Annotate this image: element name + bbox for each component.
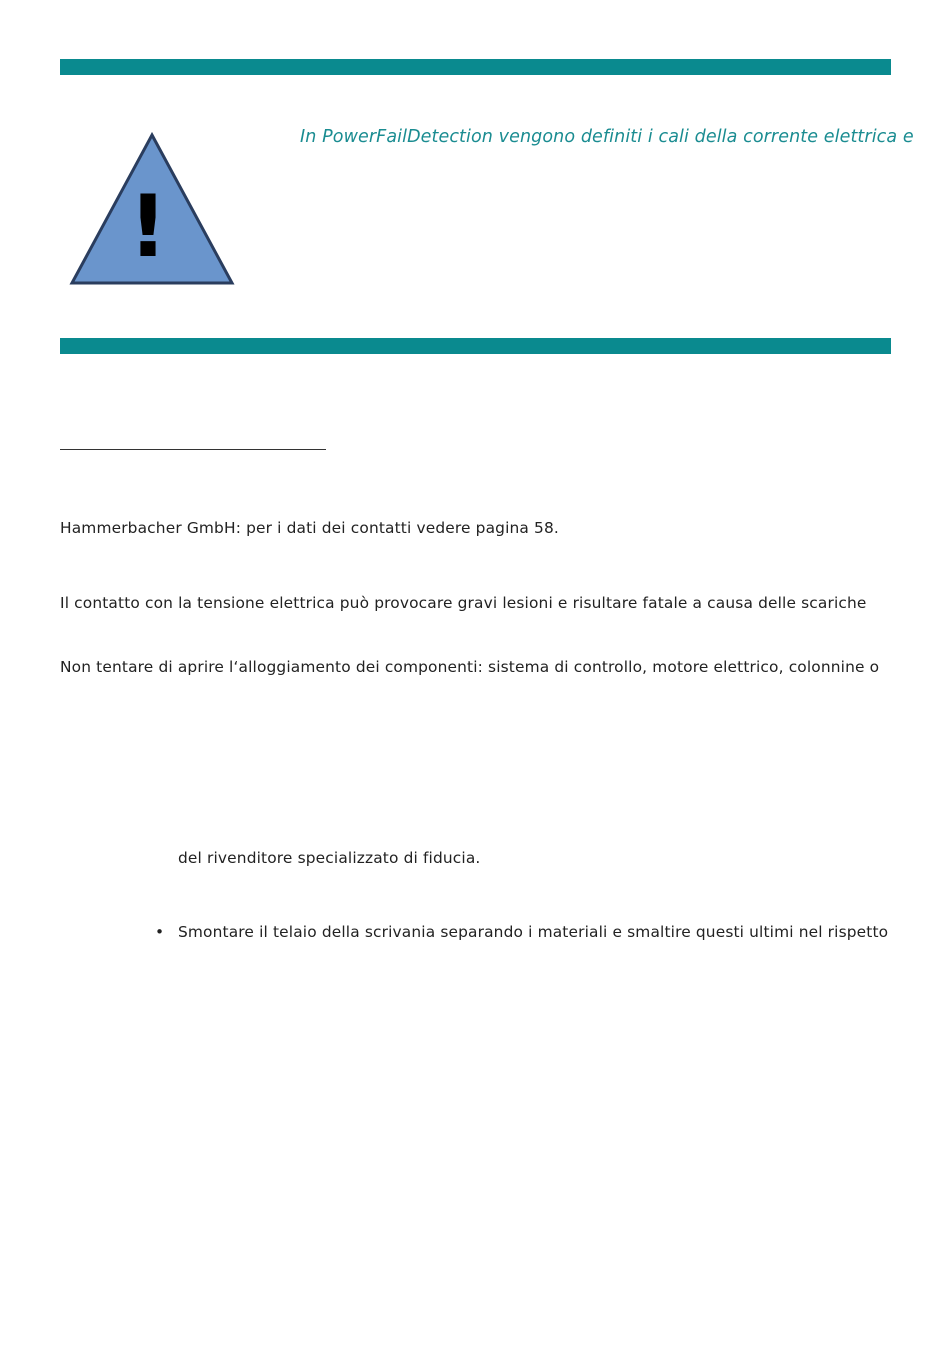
contact-paragraph: Hammerbacher GmbH: per i dati dei contatti vedere pagina 58. — [60, 519, 559, 537]
footnote-separator — [60, 449, 326, 450]
list-item — [155, 923, 888, 941]
bottom-accent-bar — [60, 338, 891, 354]
electric-hazard-paragraph: Il contatto con la tensione elettrica può provocare gravi lesioni e risultare fatale a causa delle scariche — [60, 594, 867, 612]
dealer-paragraph: del rivenditore specializzato di fiducia. — [178, 849, 481, 867]
housing-warning-paragraph: Non tentare di aprire l‘alloggiamento dei componenti: sistema di controllo, motore elettrico, colonnine o — [60, 658, 880, 676]
warning-triangle-icon — [68, 130, 236, 288]
bullet-icon: • — [155, 923, 165, 941]
bullet-text: Smontare il telaio della scrivania separando i materiali e smaltire questi ultimi nel rispetto — [178, 923, 889, 941]
warning-notice-text: In PowerFailDetection vengono definiti i cali della corrente elettrica e — [300, 127, 914, 147]
top-accent-bar — [60, 59, 891, 75]
warning-exclamation-glyph: ! — [128, 177, 168, 277]
